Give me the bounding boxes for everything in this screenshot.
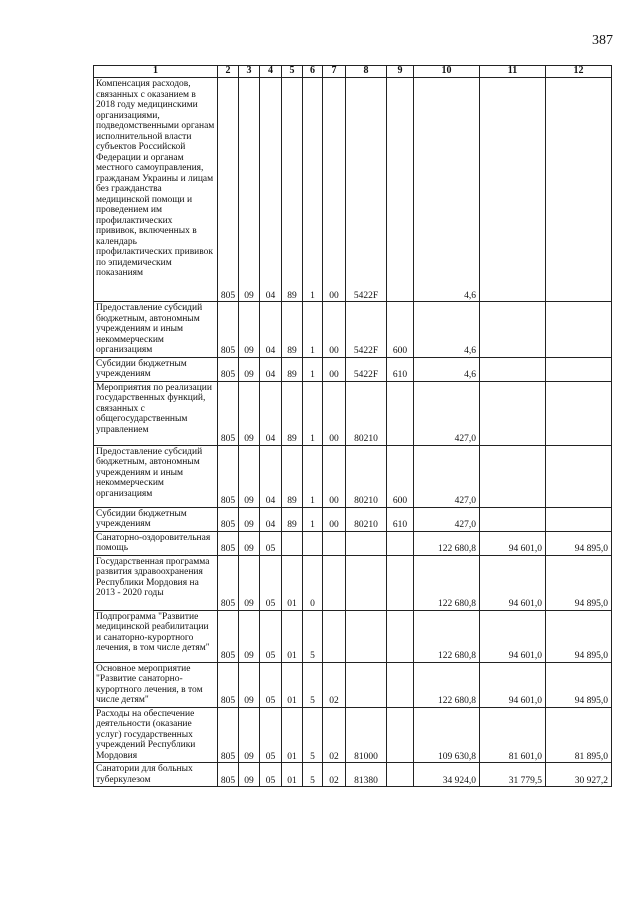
table-row: [94, 357, 612, 381]
column-3-cell: 09: [239, 555, 260, 610]
column-header-1: 1: [94, 66, 218, 78]
column-9-cell: [387, 763, 414, 787]
column-2-cell: 805: [218, 763, 239, 787]
column-6-cell: 5: [303, 610, 323, 662]
column-10-cell: 34 924,0: [414, 763, 480, 787]
table-body: [94, 78, 612, 787]
column-6-cell: 1: [303, 445, 323, 507]
table-row: [94, 445, 612, 507]
column-6-cell: 0: [303, 555, 323, 610]
column-9-cell: 600: [387, 302, 414, 358]
column-10-cell: 427,0: [414, 445, 480, 507]
table-row: [94, 531, 612, 555]
column-2-cell: 805: [218, 662, 239, 707]
column-9-cell: 610: [387, 507, 414, 531]
column-header-5: 5: [282, 66, 303, 78]
row-name-cell: Санатории для больных туберкулезом: [94, 763, 218, 787]
column-6-cell: [303, 531, 323, 555]
column-2-cell: 805: [218, 445, 239, 507]
column-8-cell: 5422F: [346, 78, 387, 302]
column-3-cell: 09: [239, 707, 260, 763]
header-row: [94, 66, 612, 78]
row-name-cell: Санаторно-оздоровительная помощь: [94, 531, 218, 555]
column-header-7: 7: [323, 66, 346, 78]
column-5-cell: 01: [282, 707, 303, 763]
column-9-cell: [387, 531, 414, 555]
column-2-cell: 805: [218, 357, 239, 381]
table-row: [94, 78, 612, 302]
table-row: [94, 507, 612, 531]
column-12-cell: [546, 357, 612, 381]
column-5-cell: 89: [282, 381, 303, 445]
column-4-cell: 05: [260, 662, 282, 707]
column-7-cell: 00: [323, 381, 346, 445]
column-7-cell: 02: [323, 707, 346, 763]
column-5-cell: 01: [282, 555, 303, 610]
column-7-cell: 02: [323, 763, 346, 787]
column-header-11: 11: [480, 66, 546, 78]
column-9-cell: 600: [387, 445, 414, 507]
column-header-9: 9: [387, 66, 414, 78]
table-row: [94, 555, 612, 610]
column-4-cell: 04: [260, 507, 282, 531]
column-4-cell: 05: [260, 763, 282, 787]
column-10-cell: 122 680,8: [414, 531, 480, 555]
row-name-cell: Основное мероприятие "Развитие санаторно-курортного лечения, в том числе детям": [94, 662, 218, 707]
row-name-cell: Компенсация расходов, связанных с оказанием в 2018 году медицинскими организациями, подведомственными органам исполнительной власти субъектов Российской Федерации и органам местного самоуправления, гражданам Украины и лицам без гражданства медицинской помощи и проведением им профилактических прививок, включенных в календарь профилактических прививок по эпидемическим показаниям: [94, 78, 218, 302]
column-header-4: 4: [260, 66, 282, 78]
column-9-cell: [387, 555, 414, 610]
column-6-cell: 1: [303, 302, 323, 358]
row-name-cell: Субсидии бюджетным учреждениям: [94, 507, 218, 531]
column-5-cell: 01: [282, 763, 303, 787]
column-7-cell: [323, 531, 346, 555]
column-11-cell: [480, 507, 546, 531]
column-11-cell: 31 779,5: [480, 763, 546, 787]
column-5-cell: 01: [282, 610, 303, 662]
column-10-cell: 4,6: [414, 302, 480, 358]
column-4-cell: 04: [260, 78, 282, 302]
column-5-cell: 89: [282, 78, 303, 302]
column-4-cell: 05: [260, 531, 282, 555]
column-8-cell: [346, 610, 387, 662]
column-2-cell: 805: [218, 78, 239, 302]
column-3-cell: 09: [239, 445, 260, 507]
column-5-cell: 89: [282, 445, 303, 507]
row-name-cell: Подпрограмма "Развитие медицинской реабилитации и санаторно-курортного лечения, в том числе детям": [94, 610, 218, 662]
column-11-cell: 81 601,0: [480, 707, 546, 763]
column-4-cell: 04: [260, 357, 282, 381]
column-3-cell: 09: [239, 763, 260, 787]
column-8-cell: [346, 662, 387, 707]
column-12-cell: [546, 445, 612, 507]
row-name-cell: Предоставление субсидий бюджетным, автономным учреждениям и иным некоммерческим организациям: [94, 445, 218, 507]
column-7-cell: [323, 555, 346, 610]
column-10-cell: 4,6: [414, 78, 480, 302]
column-4-cell: 04: [260, 302, 282, 358]
table-row: [94, 302, 612, 358]
column-9-cell: [387, 610, 414, 662]
column-8-cell: [346, 531, 387, 555]
column-header-2: 2: [218, 66, 239, 78]
column-8-cell: 5422F: [346, 302, 387, 358]
column-2-cell: 805: [218, 555, 239, 610]
column-4-cell: 05: [260, 610, 282, 662]
column-3-cell: 09: [239, 381, 260, 445]
column-12-cell: [546, 78, 612, 302]
row-name-cell: Предоставление субсидий бюджетным, автономным учреждениям и иным некоммерческим организациям: [94, 302, 218, 358]
column-8-cell: 80210: [346, 445, 387, 507]
column-6-cell: 1: [303, 78, 323, 302]
row-name-cell: Мероприятия по реализации государственных функций, связанных с общегосударственным управлением: [94, 381, 218, 445]
column-10-cell: 427,0: [414, 381, 480, 445]
column-2-cell: 805: [218, 302, 239, 358]
column-6-cell: 1: [303, 357, 323, 381]
column-4-cell: 05: [260, 707, 282, 763]
column-2-cell: 805: [218, 531, 239, 555]
column-header-8: 8: [346, 66, 387, 78]
column-3-cell: 09: [239, 357, 260, 381]
column-9-cell: [387, 78, 414, 302]
table-row: [94, 707, 612, 763]
column-7-cell: 00: [323, 445, 346, 507]
table-row: [94, 662, 612, 707]
column-header-6: 6: [303, 66, 323, 78]
column-8-cell: [346, 555, 387, 610]
column-10-cell: 109 630,8: [414, 707, 480, 763]
column-6-cell: 5: [303, 707, 323, 763]
column-9-cell: 610: [387, 357, 414, 381]
column-6-cell: 5: [303, 763, 323, 787]
column-10-cell: 122 680,8: [414, 555, 480, 610]
column-7-cell: 00: [323, 507, 346, 531]
column-header-10: 10: [414, 66, 480, 78]
column-12-cell: 94 895,0: [546, 531, 612, 555]
column-11-cell: 94 601,0: [480, 610, 546, 662]
table-row: [94, 610, 612, 662]
column-6-cell: 5: [303, 662, 323, 707]
column-12-cell: 94 895,0: [546, 662, 612, 707]
column-5-cell: 89: [282, 507, 303, 531]
table-row: [94, 381, 612, 445]
column-12-cell: [546, 507, 612, 531]
column-11-cell: [480, 357, 546, 381]
column-3-cell: 09: [239, 531, 260, 555]
row-name-cell: Расходы на обеспечение деятельности (оказание услуг) государственных учреждений Республики Мордовия: [94, 707, 218, 763]
column-2-cell: 805: [218, 381, 239, 445]
column-header-12: 12: [546, 66, 612, 78]
row-name-cell: Государственная программа развития здравоохранения Республики Мордовия на 2013 - 2020 годы: [94, 555, 218, 610]
column-6-cell: 1: [303, 381, 323, 445]
column-12-cell: [546, 381, 612, 445]
column-11-cell: [480, 78, 546, 302]
column-11-cell: [480, 445, 546, 507]
column-8-cell: 81380: [346, 763, 387, 787]
column-10-cell: 4,6: [414, 357, 480, 381]
table-row: [94, 763, 612, 787]
column-9-cell: [387, 381, 414, 445]
column-9-cell: [387, 707, 414, 763]
column-8-cell: 5422F: [346, 357, 387, 381]
page-number: 387: [592, 33, 613, 48]
column-11-cell: 94 601,0: [480, 555, 546, 610]
column-5-cell: 01: [282, 662, 303, 707]
column-3-cell: 09: [239, 507, 260, 531]
column-3-cell: 09: [239, 610, 260, 662]
column-8-cell: 81000: [346, 707, 387, 763]
column-4-cell: 05: [260, 555, 282, 610]
column-8-cell: 80210: [346, 507, 387, 531]
budget-table: [93, 65, 612, 787]
column-11-cell: [480, 381, 546, 445]
column-12-cell: 30 927,2: [546, 763, 612, 787]
column-12-cell: [546, 302, 612, 358]
column-header-3: 3: [239, 66, 260, 78]
column-6-cell: 1: [303, 507, 323, 531]
column-12-cell: 81 895,0: [546, 707, 612, 763]
column-9-cell: [387, 662, 414, 707]
column-11-cell: 94 601,0: [480, 531, 546, 555]
row-name-cell: Субсидии бюджетным учреждениям: [94, 357, 218, 381]
column-3-cell: 09: [239, 302, 260, 358]
column-11-cell: [480, 302, 546, 358]
column-3-cell: 09: [239, 78, 260, 302]
column-7-cell: 02: [323, 662, 346, 707]
column-8-cell: 80210: [346, 381, 387, 445]
column-5-cell: [282, 531, 303, 555]
column-5-cell: 89: [282, 357, 303, 381]
column-10-cell: 427,0: [414, 507, 480, 531]
column-12-cell: 94 895,0: [546, 555, 612, 610]
column-7-cell: 00: [323, 302, 346, 358]
column-4-cell: 04: [260, 381, 282, 445]
column-7-cell: 00: [323, 357, 346, 381]
column-11-cell: 94 601,0: [480, 662, 546, 707]
column-10-cell: 122 680,8: [414, 610, 480, 662]
column-4-cell: 04: [260, 445, 282, 507]
column-2-cell: 805: [218, 707, 239, 763]
column-7-cell: [323, 610, 346, 662]
column-12-cell: 94 895,0: [546, 610, 612, 662]
column-10-cell: 122 680,8: [414, 662, 480, 707]
column-5-cell: 89: [282, 302, 303, 358]
column-7-cell: 00: [323, 78, 346, 302]
column-3-cell: 09: [239, 662, 260, 707]
column-2-cell: 805: [218, 507, 239, 531]
column-2-cell: 805: [218, 610, 239, 662]
